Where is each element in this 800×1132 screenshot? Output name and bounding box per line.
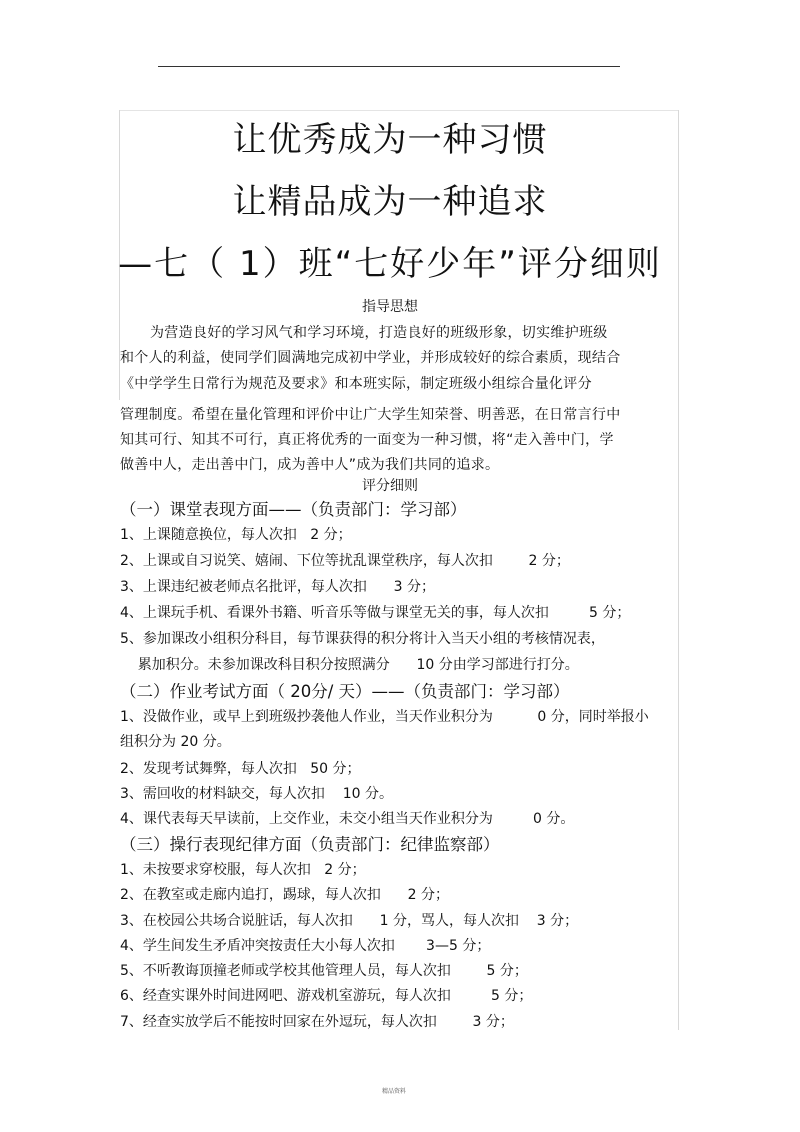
rule-item: 2、上课或自习说笑、嬉闹、下位等扰乱课堂秩序，每人次扣 2 分； xyxy=(120,553,570,569)
rule-item: 4、学生间发生矛盾冲突按责任大小每人次扣 3—5 分； xyxy=(120,938,491,954)
rule-item: 2、在教室或走廊内追打，踢球，每人次扣 2 分； xyxy=(120,887,449,903)
guiding-line: 《中学学生日常行为规范及要求》和本班实际，制定班级小组综合量化评分 xyxy=(120,376,592,392)
page-footer: 精品资料 xyxy=(382,1088,407,1095)
title-line-3: —七（ 1）班“七好少年”评分细则 xyxy=(118,244,662,284)
rule-item: 5、不听教诲顶撞老师或学校其他管理人员，每人次扣 5 分； xyxy=(120,963,528,979)
section-title: （一）课堂表现方面——（负责部门：学习部） xyxy=(120,500,467,519)
guiding-line: 做善中人，走出善中门，成为善中人”成为我们共同的追求。 xyxy=(120,457,500,473)
rule-item: 4、上课玩手机、看课外书籍、听音乐等做与课堂无关的事，每人次扣 5 分； xyxy=(120,605,631,621)
rules-heading: 评分细则 xyxy=(362,478,418,494)
section-title: （二）作业考试方面（ 20分/ 天）——（负责部门：学习部） xyxy=(120,682,570,701)
title-line-1: 让优秀成为一种习惯 xyxy=(232,120,548,160)
rule-item: 2、发现考试舞弊，每人次扣 50 分； xyxy=(120,761,361,777)
rule-item: 累加积分。未参加课改科目积分按照满分 10 分由学习部进行打分。 xyxy=(120,657,579,673)
header-rule xyxy=(158,66,620,67)
guiding-line: 知其可行、知其不可行，真正将优秀的一面变为一种习惯，将“走入善中门，学 xyxy=(120,432,614,448)
frame-top-border xyxy=(119,110,678,111)
section-title: （三）操行表现纪律方面（负责部门：纪律监察部） xyxy=(120,835,500,854)
guiding-line: 和个人的利益，使同学们圆满地完成初中学业，并形成较好的综合素质，现结合 xyxy=(120,350,621,366)
title-line-2: 让精品成为一种追求 xyxy=(232,182,548,222)
rule-item: 3、需回收的材料缺交，每人次扣 10 分。 xyxy=(120,786,393,802)
rule-item: 组积分为 20 分。 xyxy=(120,734,231,750)
guiding-heading: 指导思想 xyxy=(362,299,418,315)
rule-item: 1、上课随意换位，每人次扣 2 分； xyxy=(120,527,352,543)
guiding-line: 为营造良好的学习风气和学习环境，打造良好的班级形象，切实维护班级 xyxy=(150,325,608,341)
rule-item: 7、经查实放学后不能按时回家在外逗玩，每人次扣 3 分； xyxy=(120,1014,514,1030)
rule-item: 6、经查实课外时间进网吧、游戏机室游玩，每人次扣 5 分； xyxy=(120,988,533,1004)
rule-item: 1、没做作业，或早上到班级抄袭他人作业，当天作业积分为 0 分，同时举报小 xyxy=(120,709,649,725)
rule-item: 5、参加课改小组积分科目，每节课获得的积分将计入当天小组的考核情况表， xyxy=(120,631,605,647)
guiding-line: 管理制度。希望在量化管理和评价中让广大学生知荣誉、明善恶，在日常言行中 xyxy=(120,407,621,423)
rule-item: 3、上课违纪被老师点名批评，每人次扣 3 分； xyxy=(120,579,435,595)
rule-item: 1、未按要求穿校服，每人次扣 2 分； xyxy=(120,862,366,878)
rule-item: 3、在校园公共场合说脏话，每人次扣 1 分，骂人，每人次扣 3 分； xyxy=(120,913,579,929)
rule-item: 4、课代表每天早读前，上交作业，未交小组当天作业积分为 0 分。 xyxy=(120,811,575,827)
